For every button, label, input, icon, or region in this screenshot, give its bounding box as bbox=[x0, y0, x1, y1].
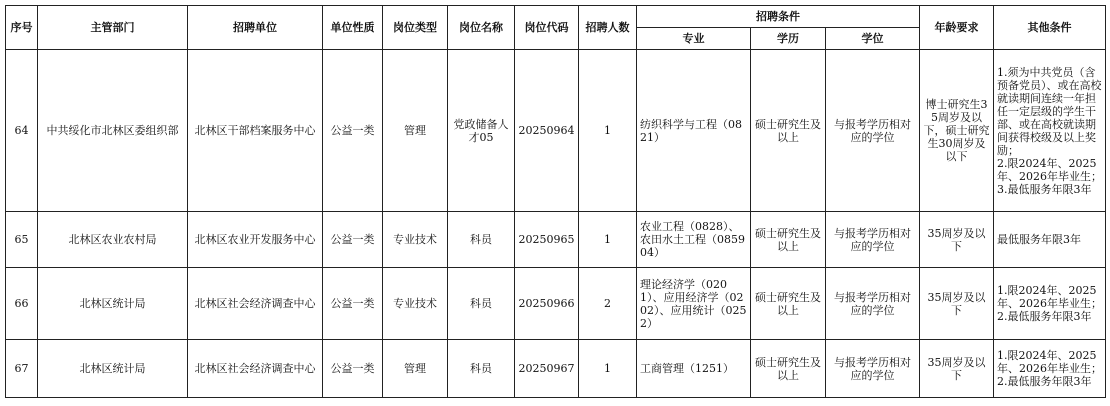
cell-post-name: 党政储备人才05 bbox=[448, 50, 515, 212]
cell-post-name: 科员 bbox=[448, 340, 515, 398]
other-line: 2.限2024年、2025年、2026年毕业生； bbox=[997, 156, 1102, 183]
other-line: 1.限2024年、2025年、2026年毕业生； bbox=[997, 349, 1102, 375]
cell-degree: 与报考学历相对应的学位 bbox=[826, 212, 920, 268]
cell-other bbox=[994, 50, 1106, 212]
cell-post-name: 科员 bbox=[448, 212, 515, 268]
cell-education: 硕士研究生及以上 bbox=[751, 268, 826, 340]
cell-age: 35周岁及以下 bbox=[920, 212, 994, 268]
cell-count: 1 bbox=[579, 340, 637, 398]
cell-post-name: 科员 bbox=[448, 268, 515, 340]
cell-seq: 64 bbox=[6, 50, 38, 212]
cell-degree: 与报考学历相对应的学位 bbox=[826, 50, 920, 212]
cell-other bbox=[994, 340, 1106, 398]
other-line: 最低服务年限3年 bbox=[997, 233, 1081, 246]
table-row bbox=[6, 268, 1106, 340]
other-line: 2.最低服务年限3年 bbox=[997, 375, 1092, 388]
header-seq: 序号 bbox=[6, 6, 38, 50]
cell-count: 1 bbox=[579, 50, 637, 212]
cell-seq: 67 bbox=[6, 340, 38, 398]
header-degree: 学位 bbox=[826, 28, 920, 50]
header-post-type: 岗位类型 bbox=[383, 6, 448, 50]
header-nature: 单位性质 bbox=[323, 6, 383, 50]
cell-other bbox=[994, 212, 1106, 268]
table-row bbox=[6, 340, 1106, 398]
table-row bbox=[6, 212, 1106, 268]
header-post-code: 岗位代码 bbox=[515, 6, 579, 50]
cell-post-type: 专业技术 bbox=[383, 268, 448, 340]
cell-dept: 北林区农业农村局 bbox=[38, 212, 188, 268]
cell-post-code: 20250967 bbox=[515, 340, 579, 398]
header-count: 招聘人数 bbox=[579, 6, 637, 50]
header-conditions: 招聘条件 bbox=[637, 6, 920, 28]
cell-education: 硕士研究生及以上 bbox=[751, 340, 826, 398]
cell-nature: 公益一类 bbox=[323, 268, 383, 340]
cell-dept: 北林区统计局 bbox=[38, 268, 188, 340]
cell-post-code: 20250964 bbox=[515, 50, 579, 212]
cell-degree: 与报考学历相对应的学位 bbox=[826, 340, 920, 398]
cell-age: 35周岁及以下 bbox=[920, 268, 994, 340]
cell-post-code: 20250965 bbox=[515, 212, 579, 268]
header-age: 年龄要求 bbox=[920, 6, 994, 50]
cell-seq: 66 bbox=[6, 268, 38, 340]
cell-post-type: 专业技术 bbox=[383, 212, 448, 268]
table-row bbox=[6, 50, 1106, 212]
cell-unit: 北林区社会经济调查中心 bbox=[188, 340, 323, 398]
cell-education: 硕士研究生及以上 bbox=[751, 212, 826, 268]
cell-age: 35周岁及以下 bbox=[920, 340, 994, 398]
cell-degree: 与报考学历相对应的学位 bbox=[826, 268, 920, 340]
other-line: 1.须为中共党员（含预备党员）、或在高校就读期间连续一年担任一定层级的学生干部、或在高校就读期间获得校级及以上奖励； bbox=[997, 65, 1102, 157]
cell-post-type: 管理 bbox=[383, 50, 448, 212]
cell-seq: 65 bbox=[6, 212, 38, 268]
cell-post-type: 管理 bbox=[383, 340, 448, 398]
cell-major: 农业工程（0828）、农田水土工程（085904） bbox=[637, 212, 751, 268]
cell-major: 理论经济学（0201）、应用经济学（0202）、应用统计（0252） bbox=[637, 268, 751, 340]
cell-nature: 公益一类 bbox=[323, 212, 383, 268]
header-education: 学历 bbox=[751, 28, 826, 50]
cell-nature: 公益一类 bbox=[323, 50, 383, 212]
cell-major: 工商管理（1251） bbox=[637, 340, 751, 398]
cell-unit: 北林区社会经济调查中心 bbox=[188, 268, 323, 340]
cell-count: 2 bbox=[579, 268, 637, 340]
cell-unit: 北林区干部档案服务中心 bbox=[188, 50, 323, 212]
cell-post-code: 20250966 bbox=[515, 268, 579, 340]
cell-education: 硕士研究生及以上 bbox=[751, 50, 826, 212]
cell-nature: 公益一类 bbox=[323, 340, 383, 398]
header-unit: 招聘单位 bbox=[188, 6, 323, 50]
header-other: 其他条件 bbox=[994, 6, 1106, 50]
cell-dept: 中共绥化市北林区委组织部 bbox=[38, 50, 188, 212]
other-line: 3.最低服务年限3年 bbox=[997, 182, 1092, 196]
cell-count: 1 bbox=[579, 212, 637, 268]
header-major: 专业 bbox=[637, 28, 751, 50]
header-dept: 主管部门 bbox=[38, 6, 188, 50]
cell-age: 博士研究生35周岁及以下，硕士研究生30周岁及以下 bbox=[920, 50, 994, 212]
other-line: 1.限2024年、2025年、2026年毕业生； bbox=[997, 284, 1102, 310]
cell-other bbox=[994, 268, 1106, 340]
other-line: 2.最低服务年限3年 bbox=[997, 310, 1092, 323]
cell-dept: 北林区统计局 bbox=[38, 340, 188, 398]
recruitment-table bbox=[5, 5, 1106, 398]
header-post-name: 岗位名称 bbox=[448, 6, 515, 50]
cell-unit: 北林区农业开发服务中心 bbox=[188, 212, 323, 268]
cell-major: 纺织科学与工程（0821） bbox=[637, 50, 751, 212]
